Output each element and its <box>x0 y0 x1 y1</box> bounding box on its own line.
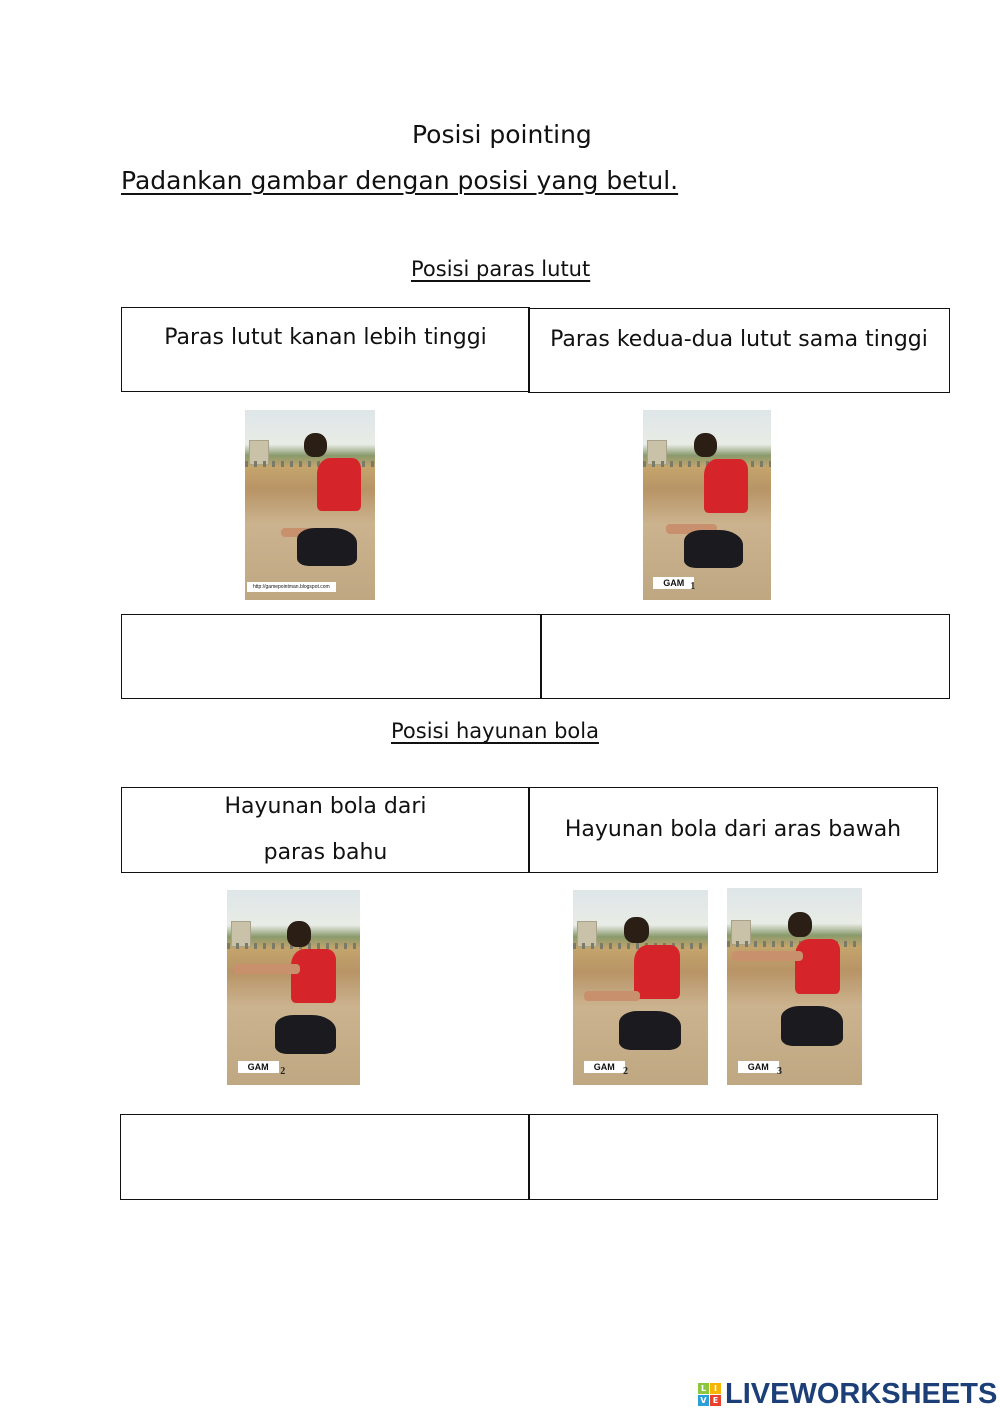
section-heading-knee: Posisi paras lutut <box>411 257 591 281</box>
photo-caption: GAM <box>653 577 694 589</box>
option-label-line2: paras bahu <box>263 840 388 865</box>
option-swing-low[interactable] <box>528 787 938 873</box>
logo-tile: E <box>710 1395 721 1406</box>
logo-tile: I <box>710 1383 721 1394</box>
photo-number: 1 <box>690 581 696 593</box>
photo-swing-3 <box>727 888 862 1085</box>
logo-tile: L <box>698 1383 709 1394</box>
instruction: Padankan gambar dengan posisi yang betul. <box>121 166 679 195</box>
option-swing-shoulder[interactable] <box>121 787 530 873</box>
logo-tiles-icon <box>698 1383 721 1406</box>
worksheet-title: Posisi pointing <box>412 120 592 149</box>
photo-number: 2 <box>622 1066 628 1078</box>
photo-caption: GAM <box>738 1061 779 1073</box>
option-label: Paras kedua-dua lutut sama tinggi <box>550 327 928 352</box>
logo-tile: V <box>698 1395 709 1406</box>
option-label: Hayunan bola dari aras bawah <box>564 817 902 842</box>
answer-box-4[interactable] <box>528 1114 938 1200</box>
answer-box-1[interactable] <box>121 614 542 699</box>
photo-swing-2 <box>573 890 708 1085</box>
option-both-knees-same[interactable] <box>528 308 950 393</box>
photo-number: 3 <box>776 1066 782 1078</box>
option-label: Paras lutut kanan lebih tinggi <box>164 325 487 350</box>
photo-caption: GAM <box>238 1061 279 1073</box>
option-right-knee-higher[interactable] <box>121 307 530 392</box>
logo-text: LIVEWORKSHEETS <box>725 1378 998 1410</box>
photo-pointing-2 <box>643 410 771 600</box>
answer-box-3[interactable] <box>120 1114 530 1200</box>
answer-box-2[interactable] <box>540 614 950 699</box>
liveworksheets-logo <box>698 1378 997 1411</box>
section-heading-swing: Posisi hayunan bola <box>391 719 599 743</box>
photo-caption: GAM <box>584 1061 625 1073</box>
photo-url-caption: http://gamepointman.blogspot.com <box>247 582 336 592</box>
photo-number: 2 <box>280 1066 286 1078</box>
photo-pointing-1 <box>245 410 375 600</box>
option-label-line1: Hayunan bola dari <box>224 794 427 819</box>
photo-swing-1 <box>227 890 360 1085</box>
